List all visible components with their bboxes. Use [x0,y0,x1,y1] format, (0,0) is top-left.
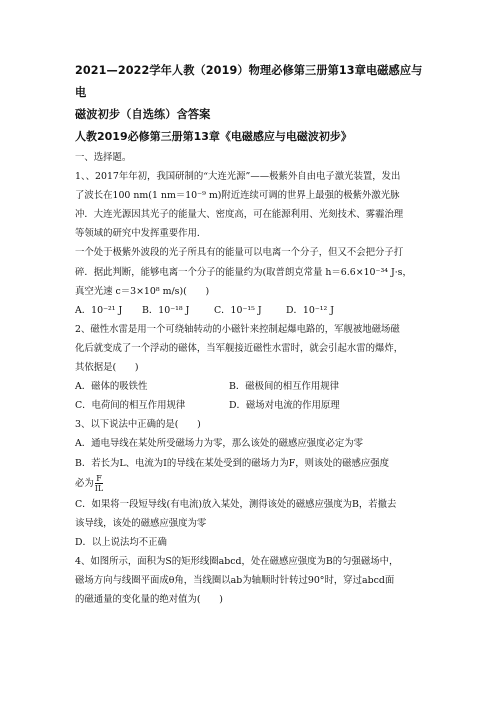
q4-line: 4、如图所示，面积为S的矩形线圈abcd，处在磁感应强度为B的匀强磁场中， [75,555,399,567]
q1-line: 等领域的研究中发挥重要作用． [75,228,207,240]
q1-line: 碎．据此判断，能够电离一个分子的能量约为(取普朗克常量 h＝6.6×10⁻³⁴ J·s， [75,266,412,278]
q3-option-c-line-2: 该导线，该处的磁感应强度为零 [75,517,207,529]
question-3 [75,415,425,552]
q1-option-d: D．10⁻¹² J [286,304,335,316]
q1-option-a: A．10⁻²¹ J [75,304,123,316]
q2-option-c: C．电荷间的相互作用规律 [75,400,186,412]
q3-option-a: A．通电导线在某处所受磁场力为零，那么该处的磁感应强度必定为零 [75,438,364,450]
q2-option-b: B．磁极间的相互作用规律 [229,381,340,393]
q2-line: 2、磁性水雷是用一个可绕轴转动的小磁针来控制起爆电路的，军舰被地磁场磁 [75,323,400,335]
q2-options-row-1 [75,377,425,396]
q4-line: 的磁通量的变化量的绝对值为( ) [75,594,223,606]
doc-title-line-2: 磁波初步（自选练）含答案 [75,108,211,121]
q1-options [75,301,425,320]
q1-option-c: C．10⁻¹⁵ J [214,304,262,316]
doc-title-line-1: 2021—2022学年人教（2019）物理必修第三册第13章电磁感应与电 [75,64,423,99]
fraction-numerator: F [96,473,102,483]
q1-line: 真空光速 c＝3×10⁸ m/s)( ) [75,285,210,297]
q3-option-c-line-1: C．如果将一段短导线(有电流)放入某处，测得该处的磁感应强度为B，若撤去 [75,498,397,510]
q2-line: 化后就变成了一个浮动的磁体，当军舰接近磁性水雷时，就会引起水雷的爆炸， [75,342,404,354]
q2-option-a: A．磁体的吸铁性 [75,381,148,393]
section-heading: 一、选择题。 [75,152,132,163]
q4-line: 磁场方向与线圈平面成θ角，当线圈以ab为轴顺时针转过90°时，穿过abcd面 [75,574,395,586]
question-1 [75,167,425,320]
q3-option-d: D．以上说法均不正确 [75,536,167,548]
q1-line: 冲．大连光源因其光子的能量大、密度高，可在能源利用、光刻技术、雾霾治理 [75,209,404,221]
fraction-f-over-il [95,474,103,493]
q3-option-b-line-1: B．若长为L、电流为I的导线在某处受到的磁场力为F，则该处的磁感应强度 [75,457,389,469]
question-2 [75,320,425,415]
q1-line: 了波长在100 nm(1 nm＝10⁻⁹ m)附近连续可调的世界上最强的极紫外激光脉 [75,190,400,202]
q1-option-b: B．10⁻¹⁸ J [142,304,190,316]
q3-line: 3、以下说法中正确的是( ) [75,419,201,431]
document-page [75,60,425,609]
fraction-denominator: IL [94,483,104,493]
q1-line: 一个处于极紫外波段的光子所具有的能量可以电离一个分子，但又不会把分子打 [75,247,404,259]
q2-line: 其依据是( ) [75,362,139,374]
q3-option-b-prefix: 必为 [75,477,94,489]
question-4 [75,552,425,609]
q3-option-b-line-2 [75,473,425,495]
q1-line: 1、、2017年年初，我国研制的“大连光源”——极紫外自由电子激光装置，发出 [75,171,401,183]
q2-options-row-2 [75,396,425,415]
doc-subtitle: 人教2019必修第三册第13章《电磁感应与电磁波初步》 [75,130,352,143]
q2-option-d: D．磁场对电流的作用原理 [229,400,340,412]
